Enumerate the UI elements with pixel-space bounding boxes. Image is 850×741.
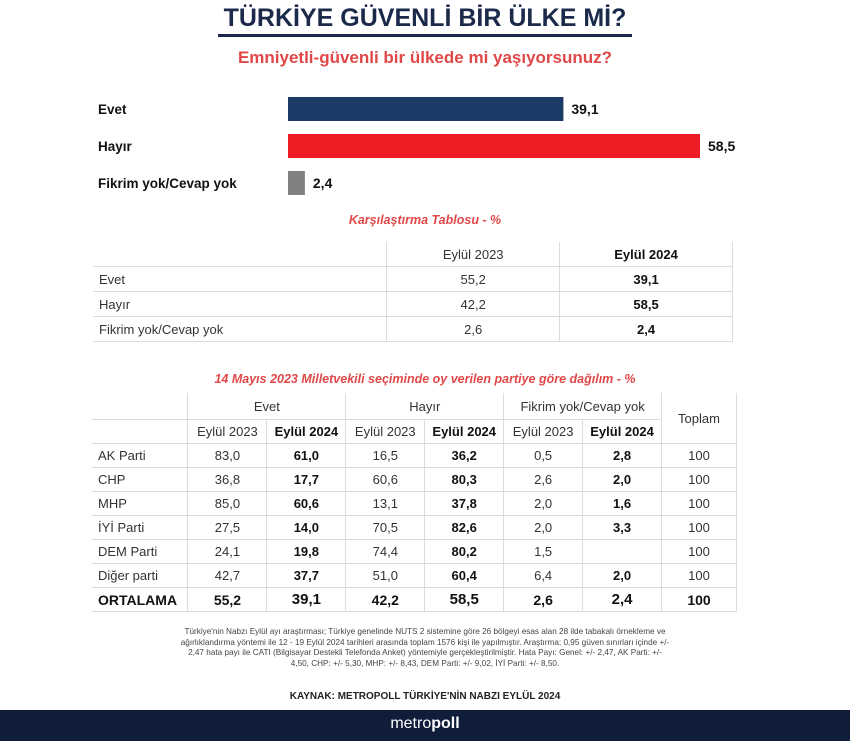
col-header-2024: Eylül 2024	[560, 242, 733, 267]
cell: 6,4	[504, 564, 583, 588]
cell: 2,6	[504, 468, 583, 492]
table-row	[92, 420, 737, 444]
col-header-2023: Eylül 2023	[387, 242, 560, 267]
group-header-hayir: Hayır	[346, 393, 504, 420]
table-row	[93, 267, 733, 292]
cell: 36,8	[188, 468, 267, 492]
bar-category-label: Hayır	[98, 139, 132, 154]
group-header-fikrim-yok: Fikrim yok/Cevap yok	[504, 393, 662, 420]
total-cell: 100	[662, 468, 737, 492]
cell: 2,0	[583, 564, 662, 588]
cell: 39,1	[267, 588, 346, 612]
cell: 80,3	[425, 468, 504, 492]
table-row	[92, 516, 737, 540]
cell: 42,2	[346, 588, 425, 612]
cell: 37,8	[425, 492, 504, 516]
party-table-title: 14 Mayıs 2023 Milletvekili seçiminde oy verilen partiye göre dağılım - %	[214, 372, 636, 386]
party-table	[92, 393, 737, 612]
comparison-table	[93, 242, 733, 342]
total-header: Toplam	[662, 393, 737, 444]
cell: 3,3	[583, 516, 662, 540]
bar-category-label: Evet	[98, 102, 127, 117]
cell: 2,4	[583, 588, 662, 612]
cell: 2,6	[387, 317, 560, 342]
col-header: Eylül 2024	[425, 420, 504, 444]
cell: 83,0	[188, 444, 267, 468]
cell: 2,0	[583, 468, 662, 492]
cell: 51,0	[346, 564, 425, 588]
cell: 24,1	[188, 540, 267, 564]
bar	[288, 134, 700, 158]
bar	[288, 171, 305, 195]
cell: 27,5	[188, 516, 267, 540]
footer-bar	[0, 710, 850, 741]
table-row	[92, 468, 737, 492]
total-cell: 100	[662, 588, 737, 612]
cell: 82,6	[425, 516, 504, 540]
cell: 70,5	[346, 516, 425, 540]
cell: 37,7	[267, 564, 346, 588]
comparison-title: Karşılaştırma Tablosu - %	[348, 213, 502, 227]
party-label: AK Parti	[92, 444, 188, 468]
row-label: Evet	[93, 267, 387, 292]
cell	[583, 540, 662, 564]
footnote: Türkiye'nin Nabzı Eylül ayı araştırması; Türkiye genelinde NUTS 2 sistemine göre 26 bölgeyi esas alan 28 ilde tabakalı örnekleme ve ağırlıklandırma yöntemi ile 12 - 19 Eylül 2024 tarihleri arasında toplam 1576 kişi ile yapılmıştır. Araştırma; 0,95 güven sınırları içinde +/- 2,47 hata payı ile CATI (Bilgisayar Destekli Telefonda Anket) yöntemiyle gerçekleştirilmiştir. Hata Payı: Genel: +/- 2,47, AK Parti: +/- 4,50, CHP: +/- 5,30, MHP: +/- 8,43, DEM Parti: +/- 9,02, İYİ Parti: +/- 8,50.	[180, 627, 670, 668]
cell: 58,5	[425, 588, 504, 612]
cell: 19,8	[267, 540, 346, 564]
total-cell: 100	[662, 492, 737, 516]
col-header: Eylül 2023	[188, 420, 267, 444]
cell: 2,8	[583, 444, 662, 468]
cell: 74,4	[346, 540, 425, 564]
party-label: DEM Parti	[92, 540, 188, 564]
total-cell: 100	[662, 540, 737, 564]
col-header: Eylül 2023	[504, 420, 583, 444]
party-label: Diğer parti	[92, 564, 188, 588]
table-row	[93, 242, 733, 267]
cell: 2,4	[560, 317, 733, 342]
cell: 60,6	[346, 468, 425, 492]
col-header: Eylül 2023	[346, 420, 425, 444]
table-row	[92, 564, 737, 588]
table-row	[92, 393, 737, 420]
page-title: TÜRKİYE GÜVENLİ BİR ÜLKE Mİ?	[223, 4, 627, 32]
party-label: İYİ Parti	[92, 516, 188, 540]
cell: 36,2	[425, 444, 504, 468]
bar-value-label: 39,1	[571, 101, 599, 117]
cell: 16,5	[346, 444, 425, 468]
page-subtitle: Emniyetli-güvenli bir ülkede mi yaşıyorsunuz?	[237, 48, 613, 67]
party-label: ORTALAMA	[92, 588, 188, 612]
cell: 13,1	[346, 492, 425, 516]
cell: 1,6	[583, 492, 662, 516]
cell: 61,0	[267, 444, 346, 468]
col-header: Eylül 2024	[267, 420, 346, 444]
average-row	[92, 588, 737, 612]
cell: 1,5	[504, 540, 583, 564]
total-cell: 100	[662, 564, 737, 588]
bar-value-label: 58,5	[708, 138, 736, 154]
cell: 42,7	[188, 564, 267, 588]
cell: 58,5	[560, 292, 733, 317]
cell: 2,0	[504, 516, 583, 540]
cell: 55,2	[387, 267, 560, 292]
cell: 39,1	[560, 267, 733, 292]
bar-value-label: 2,4	[312, 175, 333, 191]
col-header: Eylül 2024	[583, 420, 662, 444]
bar-category-label: Fikrim yok/Cevap yok	[98, 176, 237, 191]
table-row	[93, 317, 733, 342]
row-label: Fikrim yok/Cevap yok	[93, 317, 387, 342]
party-label: MHP	[92, 492, 188, 516]
cell: 0,5	[504, 444, 583, 468]
table-row	[92, 492, 737, 516]
cell: 60,4	[425, 564, 504, 588]
cell: 55,2	[188, 588, 267, 612]
table-row	[93, 292, 733, 317]
source-line: KAYNAK: METROPOLL TÜRKİYE'NİN NABZI EYLÜL 2024	[289, 691, 561, 702]
metropoll-logo: metropoll	[390, 715, 460, 732]
cell: 85,0	[188, 492, 267, 516]
cell: 60,6	[267, 492, 346, 516]
cell: 2,0	[504, 492, 583, 516]
party-label: CHP	[92, 468, 188, 492]
cell: 17,7	[267, 468, 346, 492]
group-header-evet: Evet	[188, 393, 346, 420]
bar-chart	[0, 0, 850, 210]
cell: 42,2	[387, 292, 560, 317]
total-cell: 100	[662, 444, 737, 468]
table-row	[92, 540, 737, 564]
bar	[288, 97, 563, 121]
cell: 80,2	[425, 540, 504, 564]
total-cell: 100	[662, 516, 737, 540]
cell: 14,0	[267, 516, 346, 540]
table-row	[92, 444, 737, 468]
row-label: Hayır	[93, 292, 387, 317]
cell: 2,6	[504, 588, 583, 612]
